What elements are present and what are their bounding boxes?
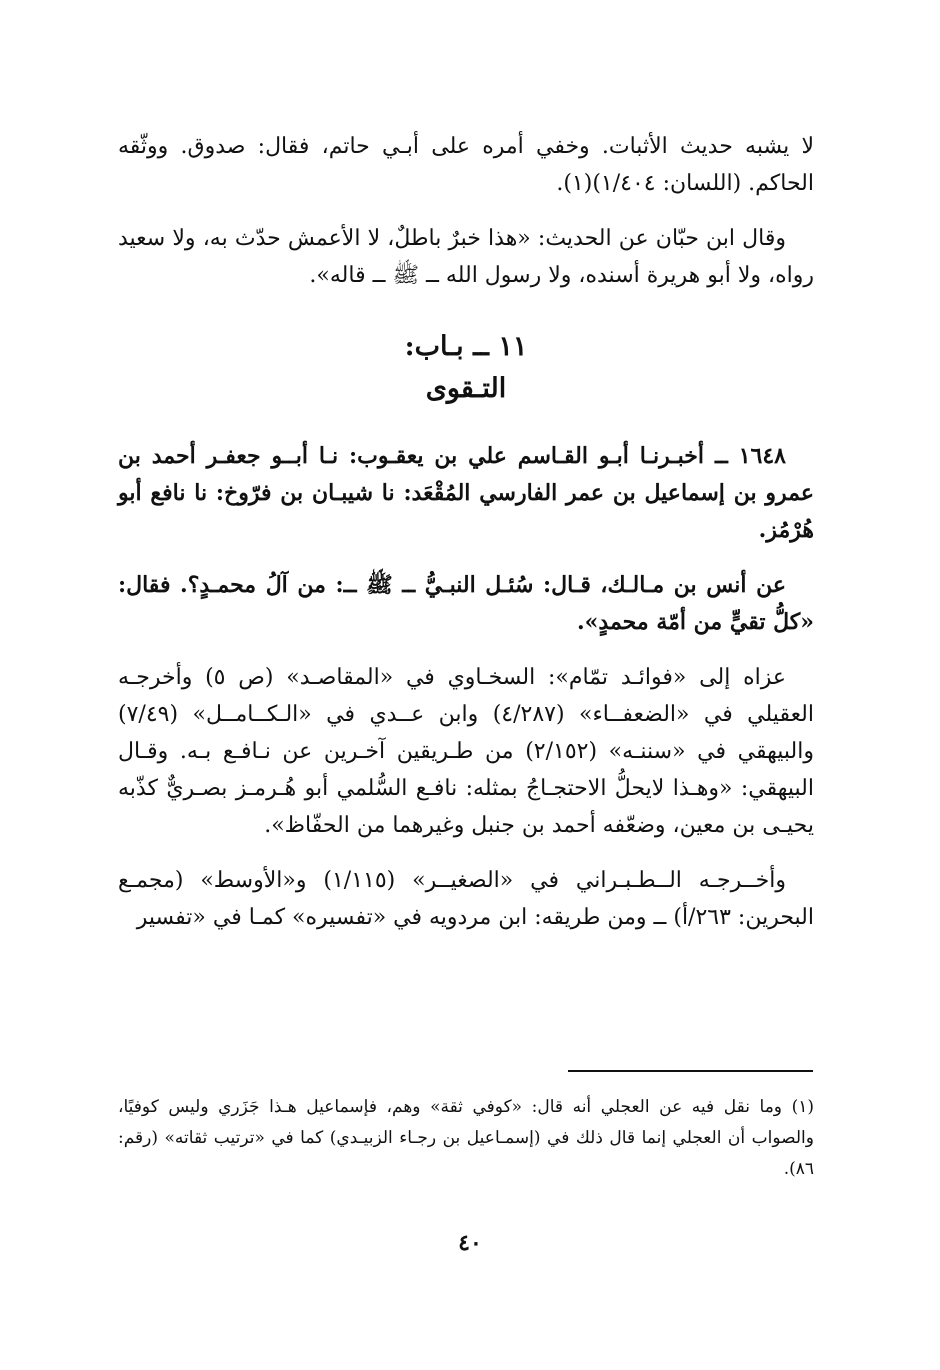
hadith-matn-paragraph: عن أنس بن مـالـك، قـال: سُئـل النبـيُّ ــ ﷺ ــ: من آلُ محمـدٍ؟. فقال: «كلُّ تقيٍّ من أمّة محمدٍ». [118,572,814,635]
paragraph-tabarani: وأخــرجـه الــطـبـراني في «الصغيــر» (١/١١٥) و«الأوسط» (مجمـع البحرين: ٢٦٣/أ) ــ ومن طريقه: ابن مردويه في «تفسيره» كمـا في «تفسير [118,868,814,930]
paragraph-ibn-hibban: وقال ابن حبّان عن الحديث: «هذا خبرٌ باطلٌ، لا الأعمش حدّث به، ولا سعيد رواه، ولا أبو هريرة أسنده، ولا رسول الله ــ ﷺ ــ قاله». [118,226,814,288]
chapter-title-heading: التـقوى [425,373,507,404]
hadith-isnad-text: أخبـرنـا أبـو القـاسم علي بن يعقـوب: نـا أبــو جعفـر أحمد بن عمرو بن إسماعيل بن عمر الفارسي المُقْعَد: نا شيبـان بن فرّوخ: نا نافع أبو هُرْمُز. [118,443,814,543]
page-body [118,128,814,954]
paragraph-continuation: لا يشبه حديث الأثبات. وخفي أمره على أبـي حاتم، فقال: صدوق. ووثّقه الحاكم. (اللسان: ١/٤٠٤)(١). [118,134,814,196]
page-number: ٤٠ [458,1230,482,1256]
footnote-divider [568,1070,813,1072]
footnote: (١) وما نقل فيه عن العجلي أنه قال: «كوفي ثقة» وهم، فإسماعيل هـذا جَزَري وليس كوفيًا، والصواب أن العجلي إنما قال ذلك في (إسمـاعيل بن رجـاء الزبيـدي) كما في «ترتيب ثقاته» (رقم: ٨٦). [118,1097,814,1179]
paragraph-takhrij: عزاه إلى «فوائـد تمّام»: السخـاوي في «المقاصـد» (ص ٥) وأخرجـه العقيلي في «الضعفــاء» (٤/٢٨٧) وابن عــدي في «الـكــامــل» (٧/٤٩) والبيهقي في «سننـه» (٢/١٥٢) من طـريقين آخـرين عن نـافـع بـه. وقـال البيهقي: «وهـذا لايحلُّ الاحتجـاجُ بمثله: نافـع السُّلمي أبو هُـرمـز بصـريٌّ كذّبه يحيـى بن معين، وضعّفه أحمد بن جنبل وغيرهما من الحفّاظ». [118,665,814,838]
hadith-number: ١٦٤٨ ــ [714,443,786,469]
hadith-isnad-paragraph [118,438,814,549]
chapter-number-heading: ١١ ــ بـاب: [404,331,528,362]
